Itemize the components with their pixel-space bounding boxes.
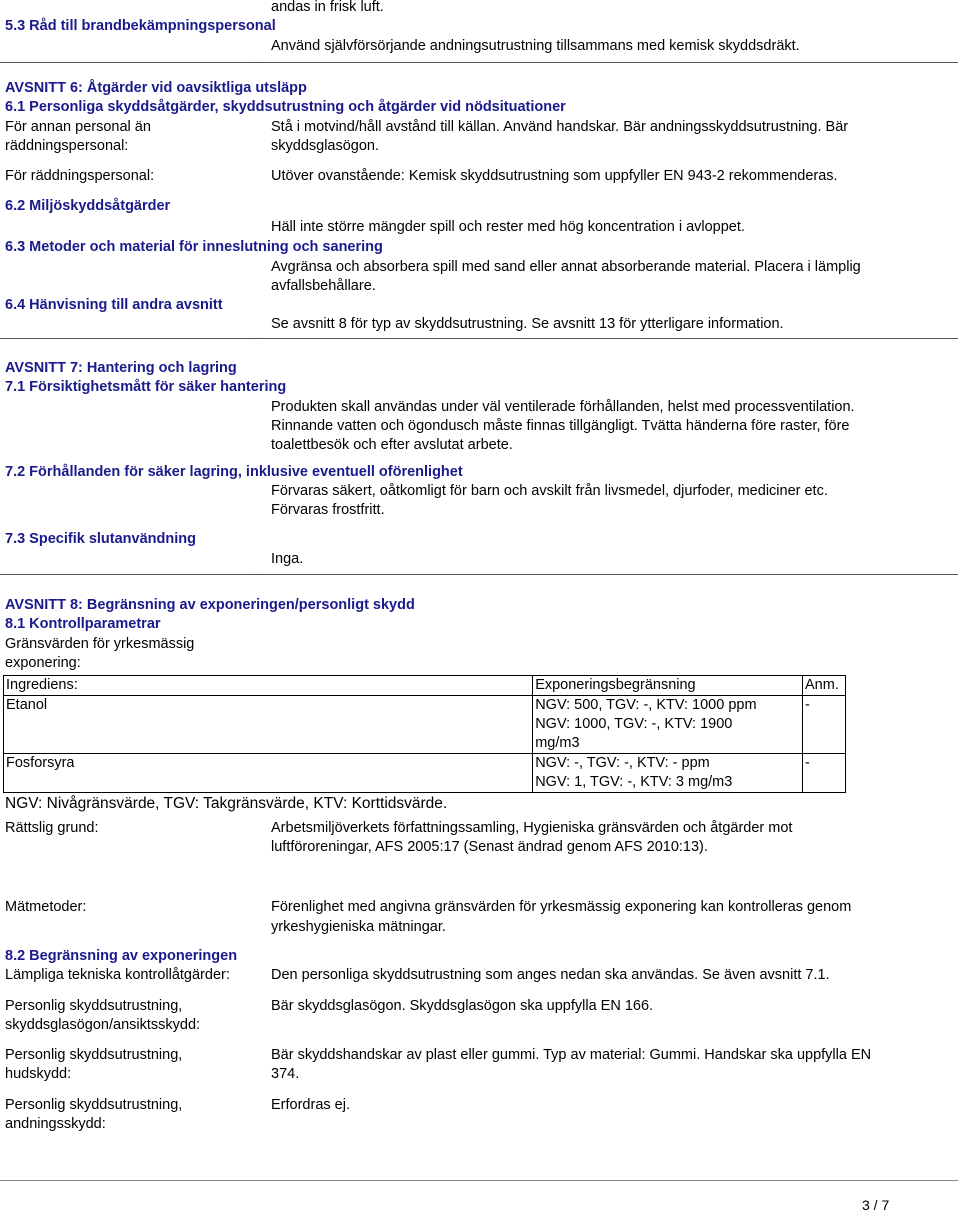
section-7-2-text-2: Förvaras frostfritt. (271, 502, 385, 518)
limit-line: NGV: 500, TGV: -, KTV: 1000 ppm (535, 697, 757, 713)
section-8-1-heading: 8.1 Kontrollparametrar (5, 616, 161, 632)
separator-dash: - - (254, 333, 263, 343)
note-cell: - (803, 696, 846, 754)
table-row (4, 754, 846, 793)
exposure-limits-table (3, 675, 846, 793)
header-limit: Exponeringsbegränsning (533, 676, 803, 696)
eye-protection-label: Personlig skyddsutrustning, (5, 998, 183, 1014)
eye-protection-label-cont: skyddsglasögon/ansiktsskydd: (5, 1017, 201, 1033)
eye-protection-text: Bär skyddsglasögon. Skyddsglasögon ska uppfylla EN 166. (271, 998, 654, 1014)
section-divider (0, 338, 958, 339)
separator-dash: - - (254, 57, 263, 67)
limit-line: NGV: 1000, TGV: -, KTV: 1900 (535, 716, 733, 732)
text-rescue: Utöver ovanstående: Kemisk skyddsutrustning som uppfyller EN 943-2 rekommenderas. (271, 168, 838, 184)
section-8-2-heading: 8.2 Begränsning av exponeringen (5, 948, 238, 964)
methods-text: Förenlighet med angivna gränsvärden för yrkesmässig exponering kan kontrolleras genom (271, 899, 852, 915)
ingredient-cell: Fosforsyra (4, 754, 533, 793)
respiratory-protection-label-cont: andningsskydd: (5, 1116, 106, 1132)
limit-line: mg/m3 (535, 735, 580, 751)
page-number: 3 / 7 (862, 1197, 890, 1213)
section-5-3-heading: 5.3 Råd till brandbekämpningspersonal (5, 18, 276, 34)
section-6-2-text: Häll inte större mängder spill och rester med hög koncentration i avloppet. (271, 219, 745, 235)
section-6-2-heading: 6.2 Miljöskyddsåtgärder (5, 198, 171, 214)
legal-text-cont: luftföroreningar, AFS 2005:17 (Senast ändrad genom AFS 2010:13). (271, 839, 708, 855)
section-7-1-text-2: Rinnande vatten och ögondusch måste finnas tillgängligt. Tvätta händerna före raster, före (271, 418, 850, 434)
tech-label: Lämpliga tekniska kontrollåtgärder: (5, 967, 230, 983)
section-5-3-text: Använd självförsörjande andningsutrustning tillsammans med kemisk skyddsdräkt. (271, 38, 800, 54)
text-nonrescue-cont: skyddsglasögon. (271, 138, 380, 154)
label-nonrescue-cont: räddningspersonal: (5, 138, 129, 154)
respiratory-protection-text: Erfordras ej. (271, 1097, 350, 1113)
table-row (4, 696, 846, 754)
ingredient-cell: Etanol (4, 696, 533, 754)
tech-text: Den personliga skyddsutrustning som anges nedan ska användas. Se även avsnitt 7.1. (271, 967, 830, 983)
methods-label: Mätmetoder: (5, 899, 87, 915)
section-7-2-text: Förvaras säkert, oåtkomligt för barn och avskilt från livsmedel, djurfoder, mediciner etc. (271, 483, 828, 499)
section-6-3-text-cont: avfallsbehållare. (271, 278, 376, 294)
skin-protection-text-cont: 374. (271, 1066, 300, 1082)
methods-text-cont: yrkeshygieniska mätningar. (271, 919, 446, 935)
label-nonrescue: För annan personal än (5, 119, 151, 135)
text-nonrescue: Stå i motvind/håll avstånd till källan. Använd handskar. Bär andningsskyddsutrustning. Bär (271, 119, 849, 135)
section-6-1-heading: 6.1 Personliga skyddsåtgärder, skyddsutrustning och åtgärder vid nödsituationer (5, 99, 566, 115)
header-ingredient: Ingrediens: (4, 676, 533, 696)
footer-divider (0, 1180, 958, 1181)
section-7-3-heading: 7.3 Specifik slutanvändning (5, 531, 196, 547)
section-7-1-text: Produkten skall användas under väl ventilerade förhållanden, helst med processventilation. (271, 399, 855, 415)
section-6-4-text: Se avsnitt 8 för typ av skyddsutrustning. Se avsnitt 13 för ytterligare information. (271, 316, 784, 332)
legal-text: Arbetsmiljöverkets författningssamling, Hygieniska gränsvärden och åtgärder mot (271, 820, 793, 836)
section-6-3-heading: 6.3 Metoder och material för inneslutning och sanering (5, 239, 383, 255)
table-header-row (4, 676, 846, 696)
section-7-1-heading: 7.1 Försiktighetsmått för säker hantering (5, 379, 287, 395)
section-7-1-text-3: toalettbesök och efter avslutat arbete. (271, 437, 513, 453)
limit-line: NGV: 1, TGV: -, KTV: 3 mg/m3 (535, 774, 733, 790)
skin-protection-text: Bär skyddshandskar av plast eller gummi. Typ av material: Gummi. Handskar ska uppfylla EN (271, 1047, 872, 1063)
intro-text: andas in frisk luft. (271, 0, 384, 15)
note-cell: - (803, 754, 846, 793)
section-6-4-heading: 6.4 Hänvisning till andra avsnitt (5, 297, 223, 313)
skin-protection-label: Personlig skyddsutrustning, (5, 1047, 183, 1063)
section-7-heading: AVSNITT 7: Hantering och lagring (5, 360, 237, 376)
limits-label: Gränsvärden för yrkesmässig (5, 636, 195, 652)
skin-protection-label-cont: hudskydd: (5, 1066, 72, 1082)
separator-dash: - - (254, 569, 263, 579)
limits-legend: NGV: Nivågränsvärde, TGV: Takgränsvärde, KTV: Korttidsvärde. (5, 795, 448, 812)
limit-line: NGV: -, TGV: -, KTV: - ppm (535, 755, 710, 771)
section-8-heading: AVSNITT 8: Begränsning av exponeringen/personligt skydd (5, 597, 415, 613)
section-6-heading: AVSNITT 6: Åtgärder vid oavsiktliga utsläpp (5, 80, 307, 96)
respiratory-protection-label: Personlig skyddsutrustning, (5, 1097, 183, 1113)
header-note: Anm. (803, 676, 846, 696)
limits-label-cont: exponering: (5, 655, 81, 671)
limit-cell (533, 696, 803, 754)
section-7-2-heading: 7.2 Förhållanden för säker lagring, inklusive eventuell oförenlighet (5, 464, 463, 480)
label-rescue: För räddningspersonal: (5, 168, 155, 184)
section-7-3-text: Inga. (271, 551, 304, 567)
section-divider (0, 574, 958, 575)
section-6-3-text: Avgränsa och absorbera spill med sand eller annat absorberande material. Placera i lämplig (271, 259, 861, 275)
section-divider (0, 62, 958, 63)
limit-cell (533, 754, 803, 793)
legal-label: Rättslig grund: (5, 820, 99, 836)
